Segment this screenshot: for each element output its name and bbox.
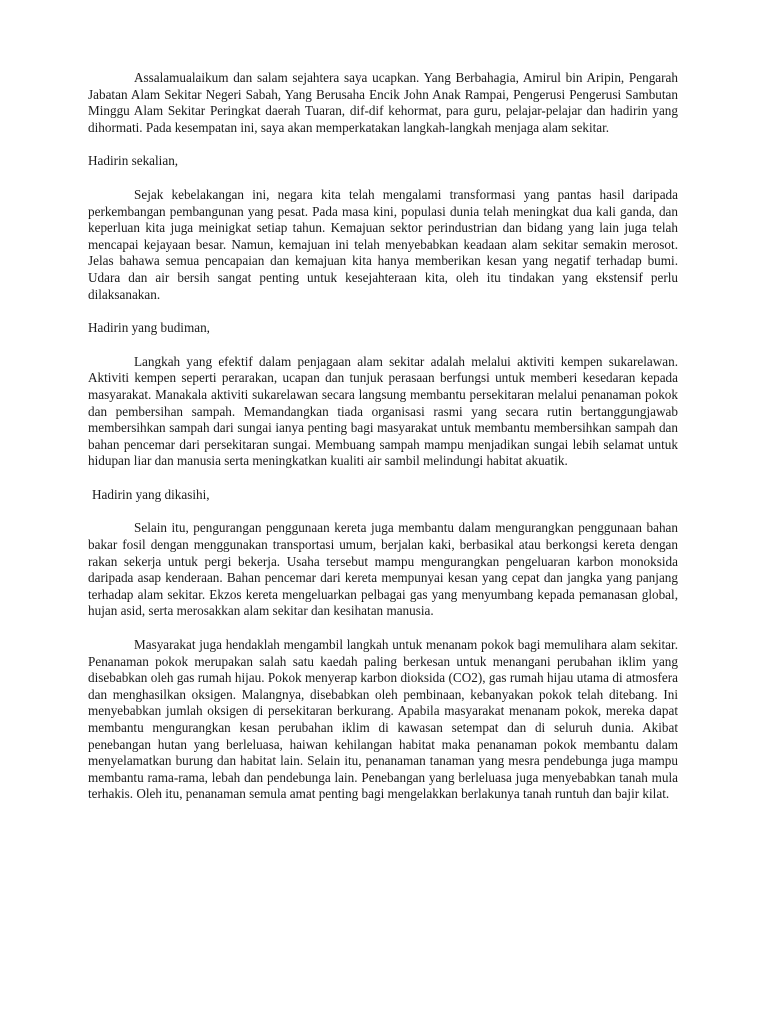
- paragraph-greeting: Assalamualaikum dan salam sejahtera saya ucapkan. Yang Berbahagia, Amirul bin Aripin, Pengarah Jabatan Alam Sekitar Negeri Sabah, Yang Berusaha Encik John Anak Rampai, Pengerusi Pengerusi Sambutan Minggu Alam Sekitar Peringkat daerah Tuaran, dif-dif kehormat, para guru, pelajar-pelajar dan hadirin yang dihormati. Pada kesempatan ini, saya akan memperkatakan langkah-langkah menjaga alam sekitar.: [88, 70, 678, 135]
- document-page: [88, 70, 678, 820]
- paragraph-tree-planting: Masyarakat juga hendaklah mengambil langkah untuk menanam pokok bagi memulihara alam sekitar. Penanaman pokok merupakan salah satu kaedah paling berkesan untuk menangani perubahan iklim yang disebabkan oleh gas rumah hijau. Pokok menyerap karbon dioksida (CO2), gas rumah hijau utama di atmosfera dan menghasilkan oksigen. Malangnya, disebabkan oleh pembinaan, kebanyakan pokok telah ditebang. Ini menyebabkan jumlah oksigen di persekitaran berkurang. Apabila masyarakat menanam pokok, mereka dapat membantu mengurangkan kesan perubahan iklim di kawasan setempat dan di seluruh dunia. Akibat penebangan hutan yang berleluasa, haiwan kehilangan habitat maka penanaman pokok membantu dalam menyelamatkan burung dan habitat lain. Selain itu, penanaman tanaman yang mesra pendebunga juga mampu membantu rama-rama, lebah dan pendebunga lain. Penebangan yang berleluasa juga menyebabkan tanah mula terhakis. Oleh itu, penanaman semula amat penting bagi mengelakkan berlakunya tanah runtuh dan bajir kilat.: [88, 637, 678, 802]
- salutation-hadirin-dikasihi: Hadirin yang dikasihi,: [92, 486, 210, 502]
- paragraph-reduce-car-use: Selain itu, pengurangan penggunaan kereta juga membantu dalam mengurangkan penggunaan bahan bakar fosil dengan menggunakan transportasi umum, berjalan kaki, berbasikal atau berkongsi kereta dengan rakan sekerja untuk pergi bekerja. Usaha tersebut mampu mengurangkan pengeluaran karbon monoksida daripada asap kenderaan. Bahan pencemar dari kereta mempunyai kesan yang cepat dan jangka yang panjang terhadap alam sekitar. Ekzos kereta mengeluarkan pelbagai gas yang menyumbang kepada pemanasan global, hujan asid, serta merosakkan alam sekitar dan kesihatan manusia.: [88, 520, 678, 619]
- salutation-hadirin-sekalian: Hadirin sekalian,: [88, 153, 179, 169]
- paragraph-transformation: Sejak kebelakangan ini, negara kita telah mengalami transformasi yang pantas hasil daripada perkembangan pembangunan yang pesat. Pada masa kini, populasi dunia telah meningkat dua kali ganda, dan keperluan kita juga meinigkat setiap tahun. Kemajuan sektor perindustrian dan bidang yang lain juga telah mencapai kejayaan besar. Namun, kemajuan ini telah menyebabkan keadaan alam sekitar semakin merosot. Jelas bahawa semua pencapaian dan kemajuan kita hanya memberikan kesan yang negatif terhadap bumi. Udara dan air bersih sangat penting untuk kesejahteraan kita, oleh itu tindakan yang ekstensif perlu dilaksanakan.: [88, 186, 678, 302]
- paragraph-volunteer-campaign: Langkah yang efektif dalam penjagaan alam sekitar adalah melalui aktiviti kempen sukarelawan. Aktiviti kempen seperti perarakan, ucapan dan tunjuk perasaan berfungsi untuk memberi kesedaran kepada masyarakat. Manakala aktiviti sukarelawan secara langsung membantu persekitaran melalui penanaman pokok dan pembersihan sampah. Memandangkan tiada organisasi rasmi yang secara rutin bertanggungjawab membersihkan sampah dari sungai ianya penting bagi masyarakat untuk membantu membersihkan sampah dan bahan pencemar dari persekitaran sungai. Membuang sampah mampu menjadikan sungai lebih selamat untuk hidupan liar dan manusia serta meningkatkan kualiti air sambil melindungi habitat akuatik.: [88, 353, 678, 469]
- salutation-hadirin-budiman: Hadirin yang budiman,: [88, 320, 210, 336]
